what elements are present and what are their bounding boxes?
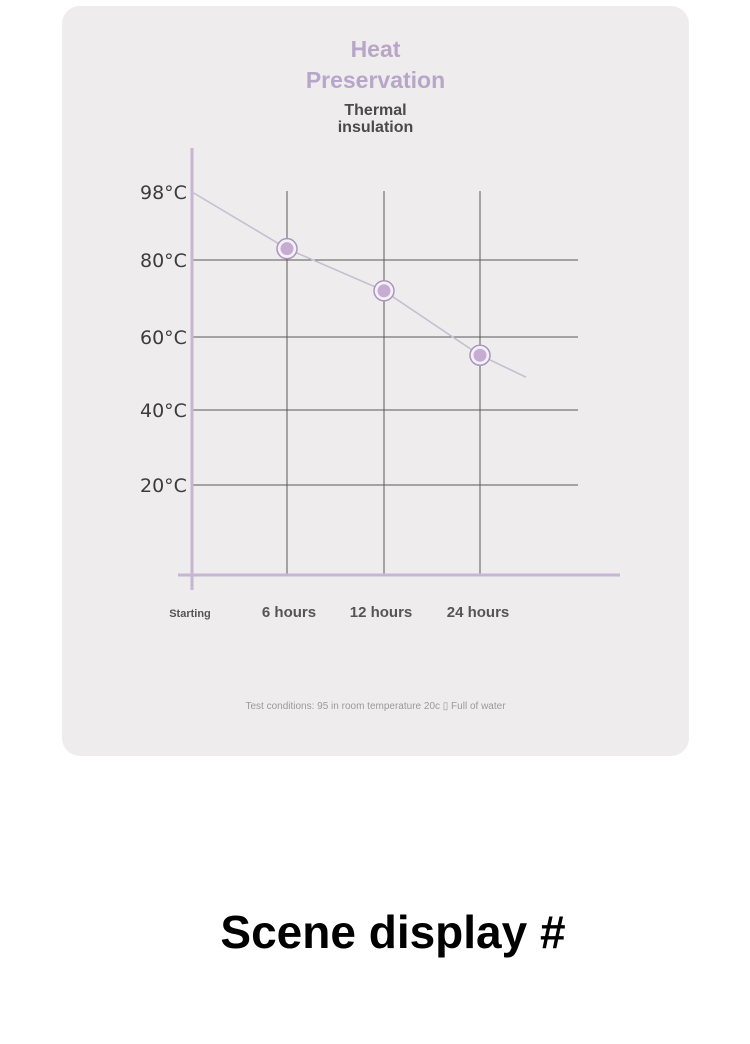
chart-subtitle: Thermal insulation — [337, 102, 414, 136]
chart-title: Heat Preservation — [305, 36, 446, 93]
data-point — [378, 284, 391, 297]
y-tick-label: 60°C — [140, 327, 187, 349]
test-conditions-note: Test conditions: 95 in room temperature 20c ▯ Full of water — [245, 701, 506, 712]
scene-display-heading: Scene display # — [220, 906, 566, 958]
y-tick-label: 98°C — [140, 182, 187, 204]
y-tick-label: 40°C — [140, 400, 187, 422]
data-point — [281, 242, 294, 255]
y-tick-label: 20°C — [140, 475, 187, 497]
y-tick-label: 80°C — [140, 250, 187, 272]
data-point — [474, 349, 487, 362]
x-tick-label: 6 hours — [261, 604, 317, 621]
x-tick-label: 12 hours — [349, 604, 413, 621]
x-tick-label: Starting — [169, 608, 211, 620]
x-tick-label: 24 hours — [446, 604, 510, 621]
